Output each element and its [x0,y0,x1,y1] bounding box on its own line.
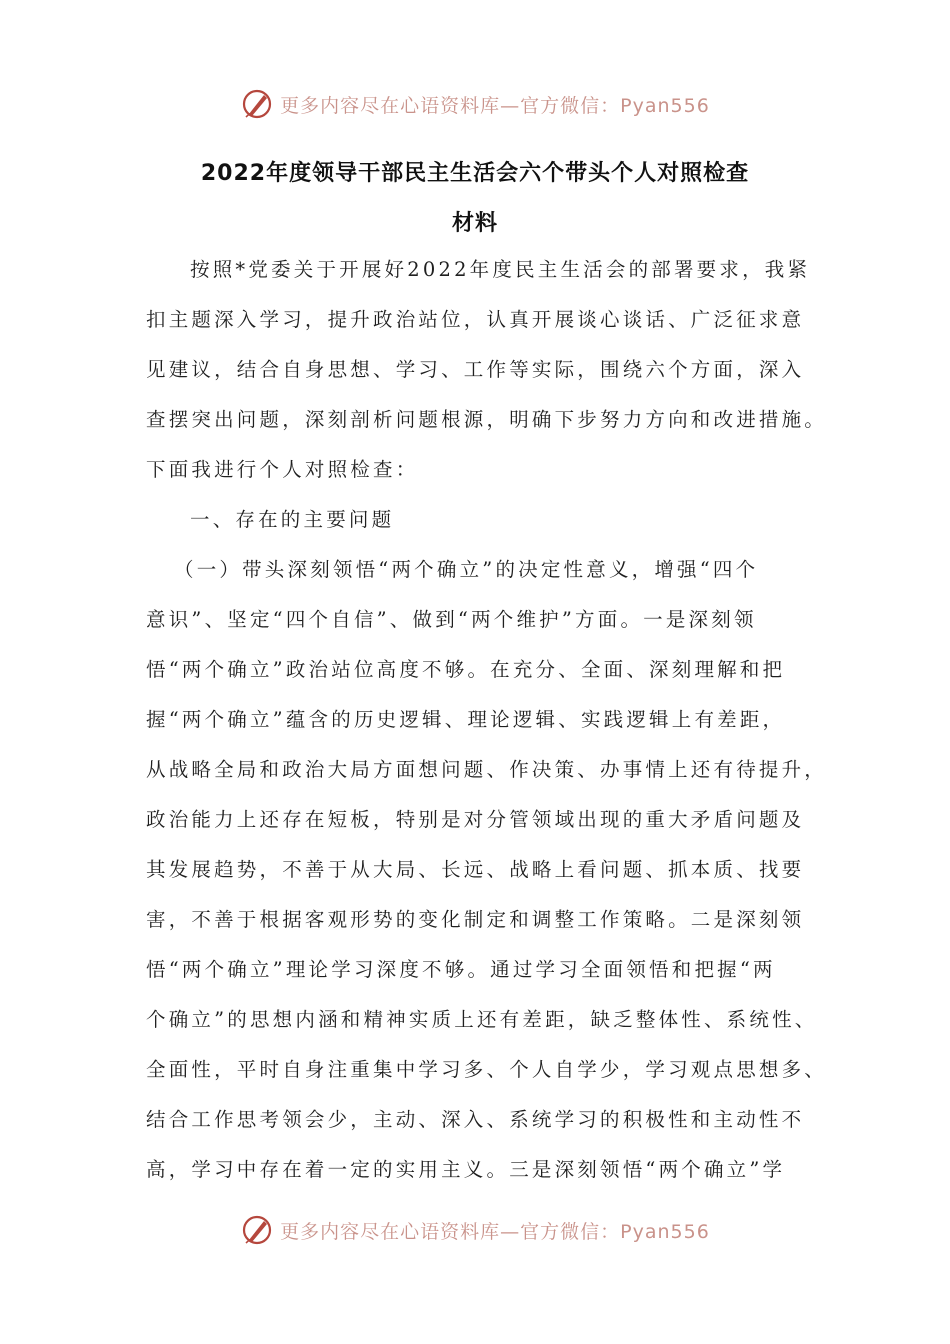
watermark-banner-bottom [0,1210,950,1250]
quill-logo-icon [240,87,274,121]
body-line: 结合工作思考领会少，主动、深入、系统学习的积极性和主动性不 [146,1108,805,1131]
body-line: 全面性，平时自身注重集中学习多、个人自学少，学习观点思想多、 [146,1058,828,1081]
watermark-wechat-id: Pyan556 [620,94,710,117]
document-title-line-1: 2022年度领导干部民主生活会六个带头个人对照检查 [200,161,750,186]
body-line: 意识”、坚定“四个自信”、做到“两个维护”方面。一是深刻领 [146,608,757,631]
body-line: 个确立”的思想内涵和精神实质上还有差距，缺乏整体性、系统性、 [146,1008,818,1031]
body-line: 从战略全局和政治大局方面想问题、作决策、办事情上还有待提升， [146,758,828,781]
watermark-banner-top [0,84,950,124]
body-line: （一）带头深刻领悟“两个确立”的决定性意义，增强“四个 [174,558,759,581]
watermark-text [280,1217,710,1244]
section-heading: 一、存在的主要问题 [190,508,395,531]
watermark-wechat-id: Pyan556 [620,1220,710,1243]
watermark-text-cn: 更多内容尽在心语资料库—官方微信： [280,94,621,117]
quill-logo-icon [240,1213,274,1247]
watermark-text [280,91,710,118]
document-title-line-2: 材料 [451,211,498,236]
body-line: 悟“两个确立”理论学习深度不够。通过学习全面领悟和把握“两 [146,958,776,981]
body-line: 按照*党委关于开展好2022年度民主生活会的部署要求，我紧 [190,258,811,281]
watermark-text-cn: 更多内容尽在心语资料库—官方微信： [280,1220,621,1243]
body-line: 高，学习中存在着一定的实用主义。三是深刻领悟“两个确立”学 [146,1158,786,1181]
document-body [146,253,826,1203]
body-line: 下面我进行个人对照检查： [146,458,419,481]
body-line: 害，不善于根据客观形势的变化制定和调整工作策略。二是深刻领 [146,908,805,931]
body-line: 悟“两个确立”政治站位高度不够。在充分、全面、深刻理解和把 [146,658,786,681]
body-line: 握“两个确立”蕴含的历史逻辑、理论逻辑、实践逻辑上有差距， [146,708,786,731]
body-line: 查摆突出问题，深刻剖析问题根源，明确下步努力方向和改进措施。 [146,408,828,431]
body-line: 政治能力上还存在短板，特别是对分管领域出现的重大矛盾问题及 [146,808,805,831]
body-line: 扣主题深入学习，提升政治站位，认真开展谈心谈话、广泛征求意 [146,308,805,331]
body-line: 见建议，结合自身思想、学习、工作等实际，围绕六个方面，深入 [146,358,805,381]
body-line: 其发展趋势，不善于从大局、长远、战略上看问题、抓本质、找要 [146,858,805,881]
